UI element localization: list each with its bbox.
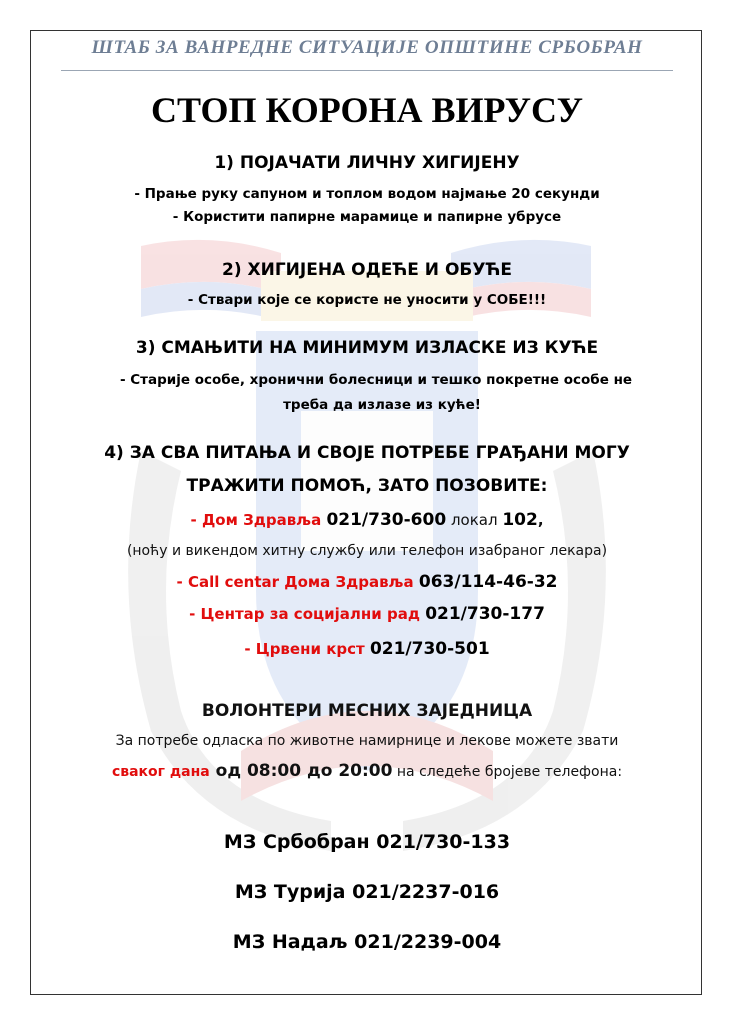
contact-dash: - [190, 511, 202, 529]
header-divider [61, 70, 673, 71]
volunteers-line-1: За потребе одласка по животне намирнице и лекове можете звати [115, 733, 619, 749]
contact-dash: - [189, 605, 201, 623]
contact-name: Дом Здравља [201, 511, 322, 529]
volunteers-hours: од 08:00 до 20:00 [209, 761, 393, 781]
flyer-page [30, 30, 702, 995]
mz-name: МЗ Србобран [223, 831, 370, 853]
page-title: СТОП КОРОНА ВИРУСУ [151, 90, 583, 130]
section-4-heading-line-2: ТРАЖИТИ ПОМОЋ, ЗАТО ПОЗОВИТЕ: [186, 476, 548, 496]
contact-number: 021/730-600 [326, 510, 447, 530]
section-3-line-2: треба да излазе из куће! [283, 397, 481, 413]
section-3-line-1: - Старије особе, хронични болесници и тешко покретне особе не [119, 372, 633, 388]
contact-call-centar [31, 572, 702, 592]
volunteers-line-rest: на следеће бројеве телефона: [392, 764, 623, 780]
mz-number: 021/730-133 [376, 831, 511, 853]
section-1-line-1: - Прање руку сапуном и топлом водом најмање 20 секунди [134, 186, 600, 202]
mz-nadalj [31, 931, 702, 953]
volunteers-heading: ВОЛОНТЕРИ МЕСНИХ ЗАЈЕДНИЦА [201, 701, 533, 721]
contact-number: 021/730-177 [425, 604, 545, 624]
volunteers-line-2 [31, 761, 702, 781]
contact-number: 021/730-501 [369, 639, 490, 659]
mz-number: 021/2237-016 [352, 881, 500, 903]
section-2-line-1: - Ствари које се користе не уносити у СОБЕ!!! [187, 292, 547, 308]
contact-extra-label: локал [446, 511, 503, 529]
contacts-note: (ноћу и викендом хитну службу или телефон изабраног лекара) [126, 543, 608, 559]
section-4-heading-line-1: 4) ЗА СВА ПИТАЊА И СВОЈЕ ПОТРЕБЕ ГРАЂАНИ МОГУ [104, 443, 630, 463]
section-1-line-2: - Користити папирне марамице и папирне убрусе [172, 209, 562, 225]
mz-name: МЗ Надаљ [232, 931, 348, 953]
contact-suffix: , [537, 511, 544, 529]
mz-srbobran [31, 831, 702, 853]
section-1-heading: 1) ПОЈАЧАТИ ЛИЧНУ ХИГИЈЕНУ [214, 153, 520, 173]
contact-number: 063/114-46-32 [418, 572, 558, 592]
contact-centar-socijalni-rad [31, 604, 702, 624]
section-3-heading: 3) СМАЊИТИ НА МИНИМУМ ИЗЛАСКЕ ИЗ КУЋЕ [135, 338, 599, 358]
contact-name: Call centar Дома Здравља [187, 573, 414, 591]
mz-turija [31, 881, 702, 903]
contact-name: Црвени крст [255, 640, 365, 658]
volunteers-every-day: сваког дана [111, 764, 210, 780]
contact-extra-value: 102 [502, 510, 538, 530]
mz-number: 021/2239-004 [354, 931, 502, 953]
mz-name: МЗ Турија [234, 881, 346, 903]
contact-crveni-krst [31, 639, 702, 659]
section-2-heading: 2) ХИГИЈЕНА ОДЕЋЕ И ОБУЋЕ [221, 260, 513, 280]
contact-dash: - [244, 640, 256, 658]
contact-dom-zdravlja [31, 510, 702, 530]
contact-dash: - [176, 573, 188, 591]
contact-name: Центар за социјални рад [200, 605, 420, 623]
header-organization: ШТАБ ЗА ВАНРЕДНЕ СИТУАЦИЈЕ ОПШТИНЕ СРБОБРАН [91, 37, 643, 58]
